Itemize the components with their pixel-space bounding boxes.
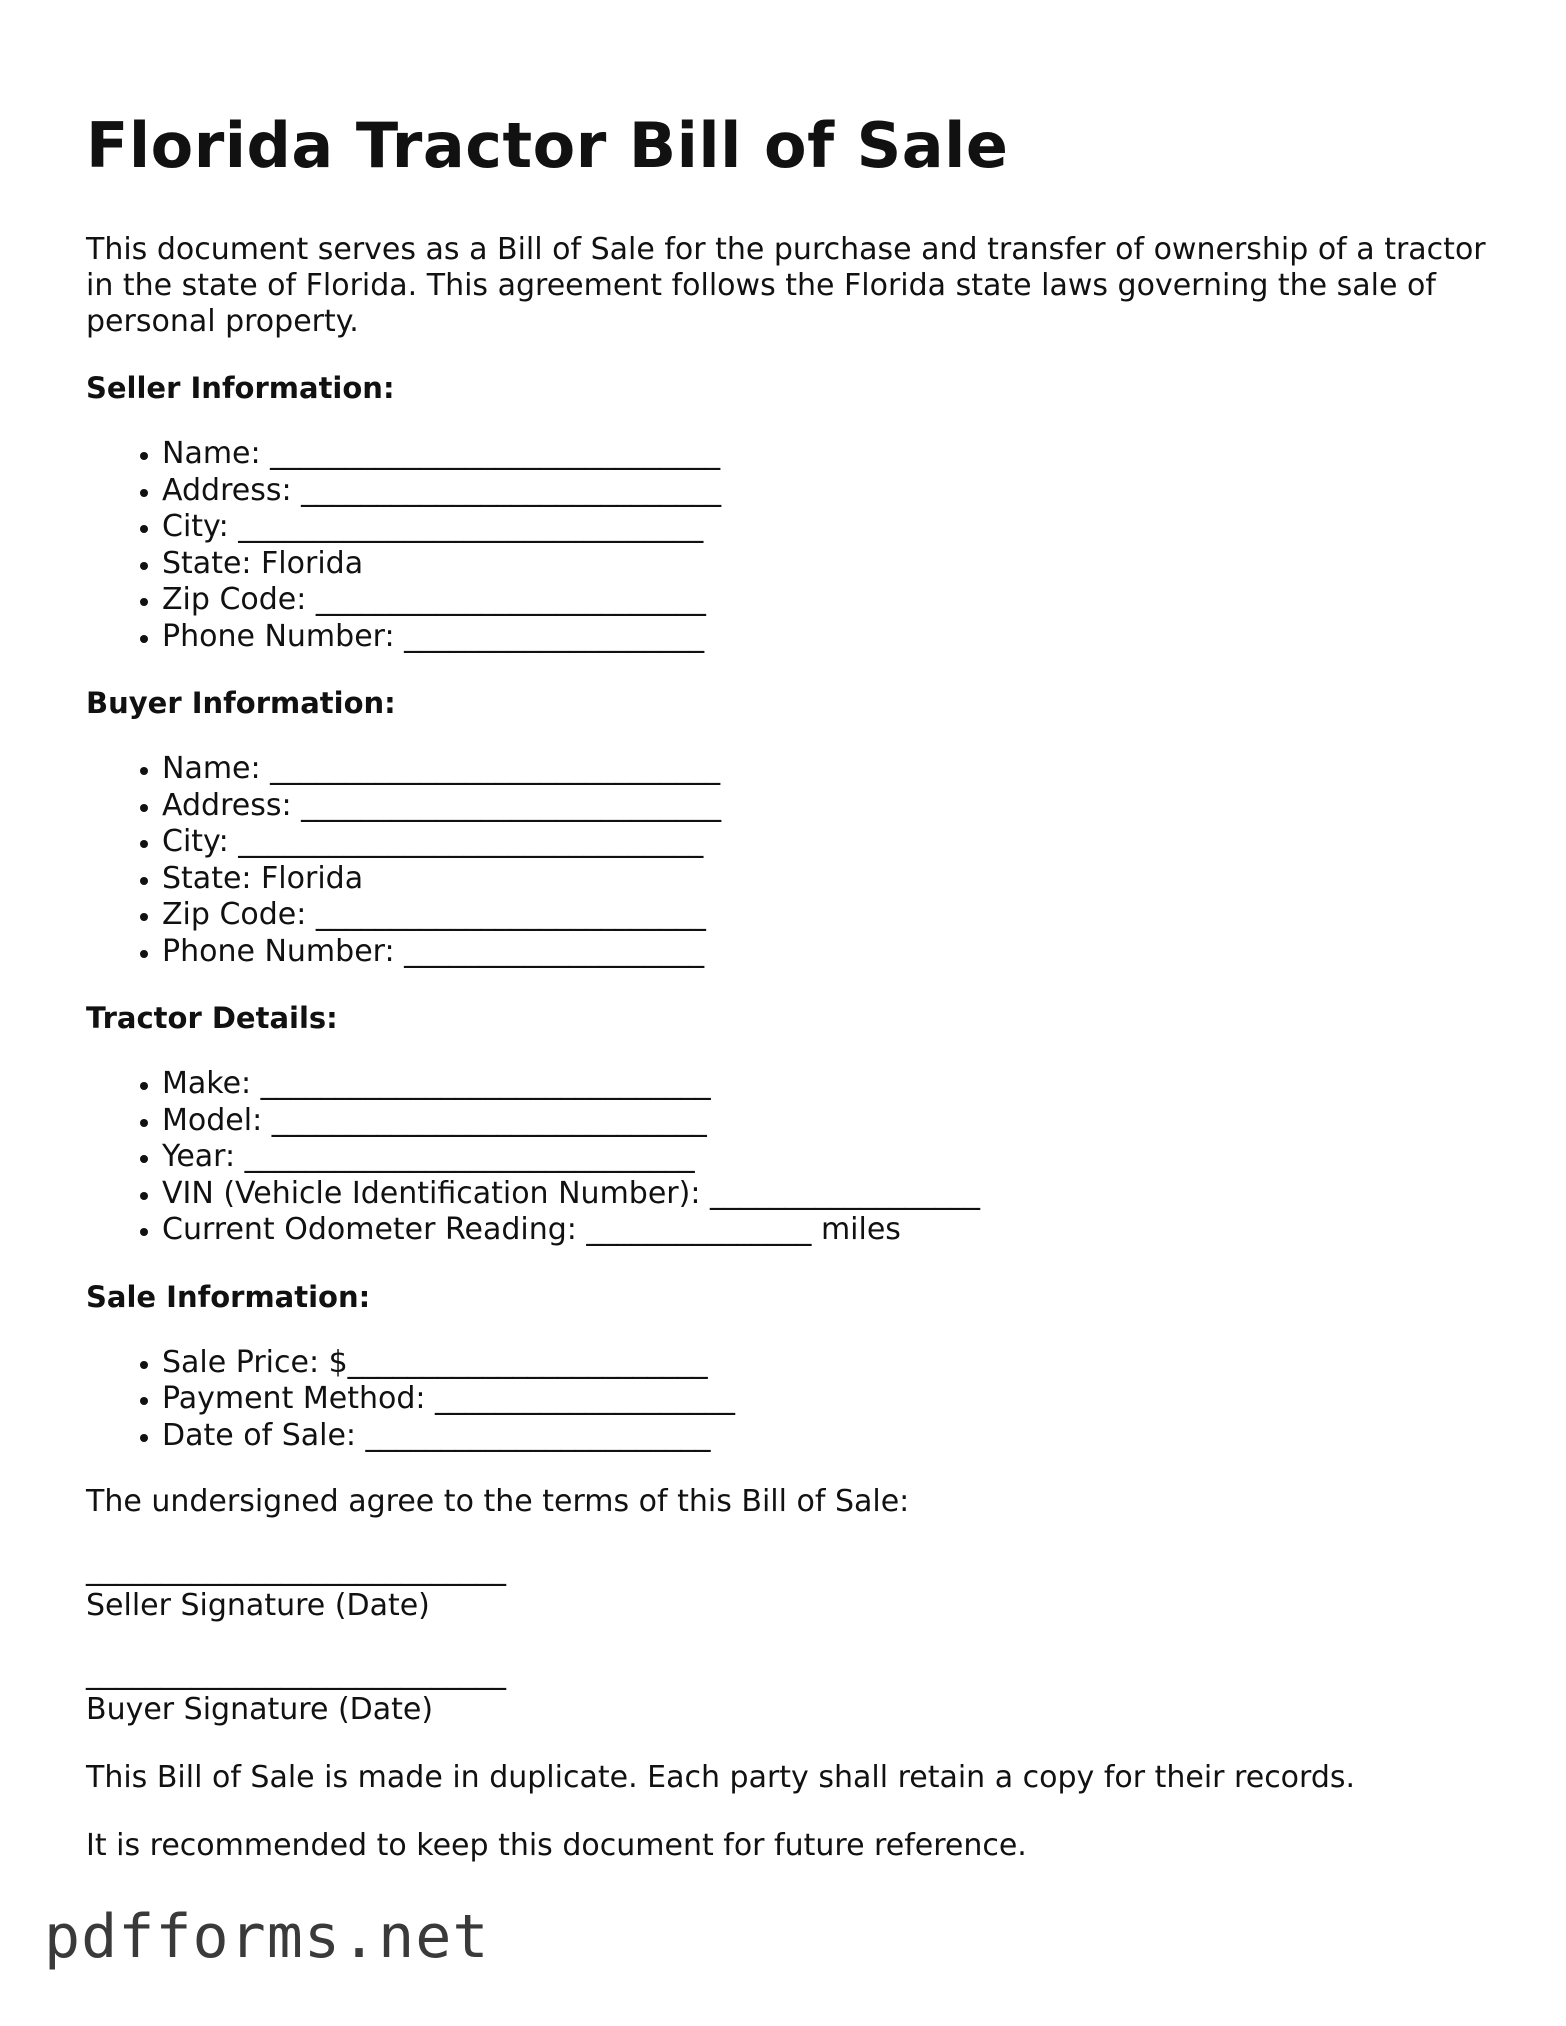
seller-fields-list	[86, 436, 1486, 655]
date-of-sale-field[interactable]: • Date of Sale: _______________________	[162, 1418, 1486, 1455]
intro-paragraph: This document serves as a Bill of Sale for the purchase and transfer of ownership of a tractor in the state of Florida. This agreement follows the Florida state laws governing the sale of personal property.	[86, 232, 1486, 339]
buyer-address-field[interactable]: • Address: ____________________________	[162, 788, 1486, 825]
buyer-city-field[interactable]: • City: _______________________________	[162, 824, 1486, 861]
agreement-statement: The undersigned agree to the terms of this Bill of Sale:	[86, 1484, 910, 1519]
duplicate-notice: This Bill of Sale is made in duplicate. Each party shall retain a copy for their records.	[86, 1760, 1356, 1795]
payment-method-field[interactable]: • Payment Method: ____________________	[162, 1381, 1486, 1418]
tractor-odometer-field[interactable]: • Current Odometer Reading: _______________ miles	[162, 1212, 1486, 1249]
sale-fields-list	[86, 1345, 1486, 1455]
sale-heading: Sale Information:	[86, 1279, 371, 1314]
tractor-section	[86, 1000, 1486, 1249]
seller-signature-label: Seller Signature (Date)	[86, 1588, 430, 1623]
buyer-name-field[interactable]: • Name: ______________________________	[162, 751, 1486, 788]
seller-signature-line[interactable]: ____________________________	[86, 1552, 506, 1587]
recommendation-notice: It is recommended to keep this document for future reference.	[86, 1828, 1027, 1863]
sale-price-field[interactable]: • Sale Price: $________________________	[162, 1345, 1486, 1382]
buyer-section	[86, 685, 1486, 970]
tractor-model-field[interactable]: • Model: _____________________________	[162, 1103, 1486, 1140]
seller-name-field[interactable]: • Name: ______________________________	[162, 436, 1486, 473]
buyer-zip-field[interactable]: • Zip Code: __________________________	[162, 897, 1486, 934]
buyer-signature-line[interactable]: ____________________________	[86, 1656, 506, 1691]
sale-section	[86, 1279, 1486, 1455]
tractor-heading: Tractor Details:	[86, 1001, 338, 1035]
buyer-state-field: • State: Florida	[162, 861, 1486, 898]
tractor-year-field[interactable]: • Year: ______________________________	[162, 1139, 1486, 1176]
tractor-make-field[interactable]: • Make: ______________________________	[162, 1066, 1486, 1103]
document-page	[86, 108, 1486, 1864]
buyer-phone-field[interactable]: • Phone Number: ____________________	[162, 934, 1486, 971]
watermark-logo: pdfforms.net	[44, 1902, 490, 1972]
tractor-vin-field[interactable]: • VIN (Vehicle Identification Number): __________________	[162, 1176, 1486, 1213]
buyer-signature-block	[86, 1656, 1486, 1728]
seller-address-field[interactable]: • Address: ____________________________	[162, 473, 1486, 510]
seller-zip-field[interactable]: • Zip Code: __________________________	[162, 582, 1486, 619]
buyer-heading: Buyer Information:	[86, 686, 396, 720]
tractor-fields-list	[86, 1066, 1486, 1249]
seller-phone-field[interactable]: • Phone Number: ____________________	[162, 619, 1486, 656]
buyer-signature-label: Buyer Signature (Date)	[86, 1692, 434, 1727]
seller-signature-block	[86, 1552, 1486, 1624]
document-title: Florida Tractor Bill of Sale	[86, 109, 1009, 182]
buyer-fields-list	[86, 751, 1486, 970]
seller-state-field: • State: Florida	[162, 546, 1486, 583]
seller-heading: Seller Information:	[86, 371, 395, 405]
seller-city-field[interactable]: • City: _______________________________	[162, 509, 1486, 546]
seller-section	[86, 370, 1486, 655]
